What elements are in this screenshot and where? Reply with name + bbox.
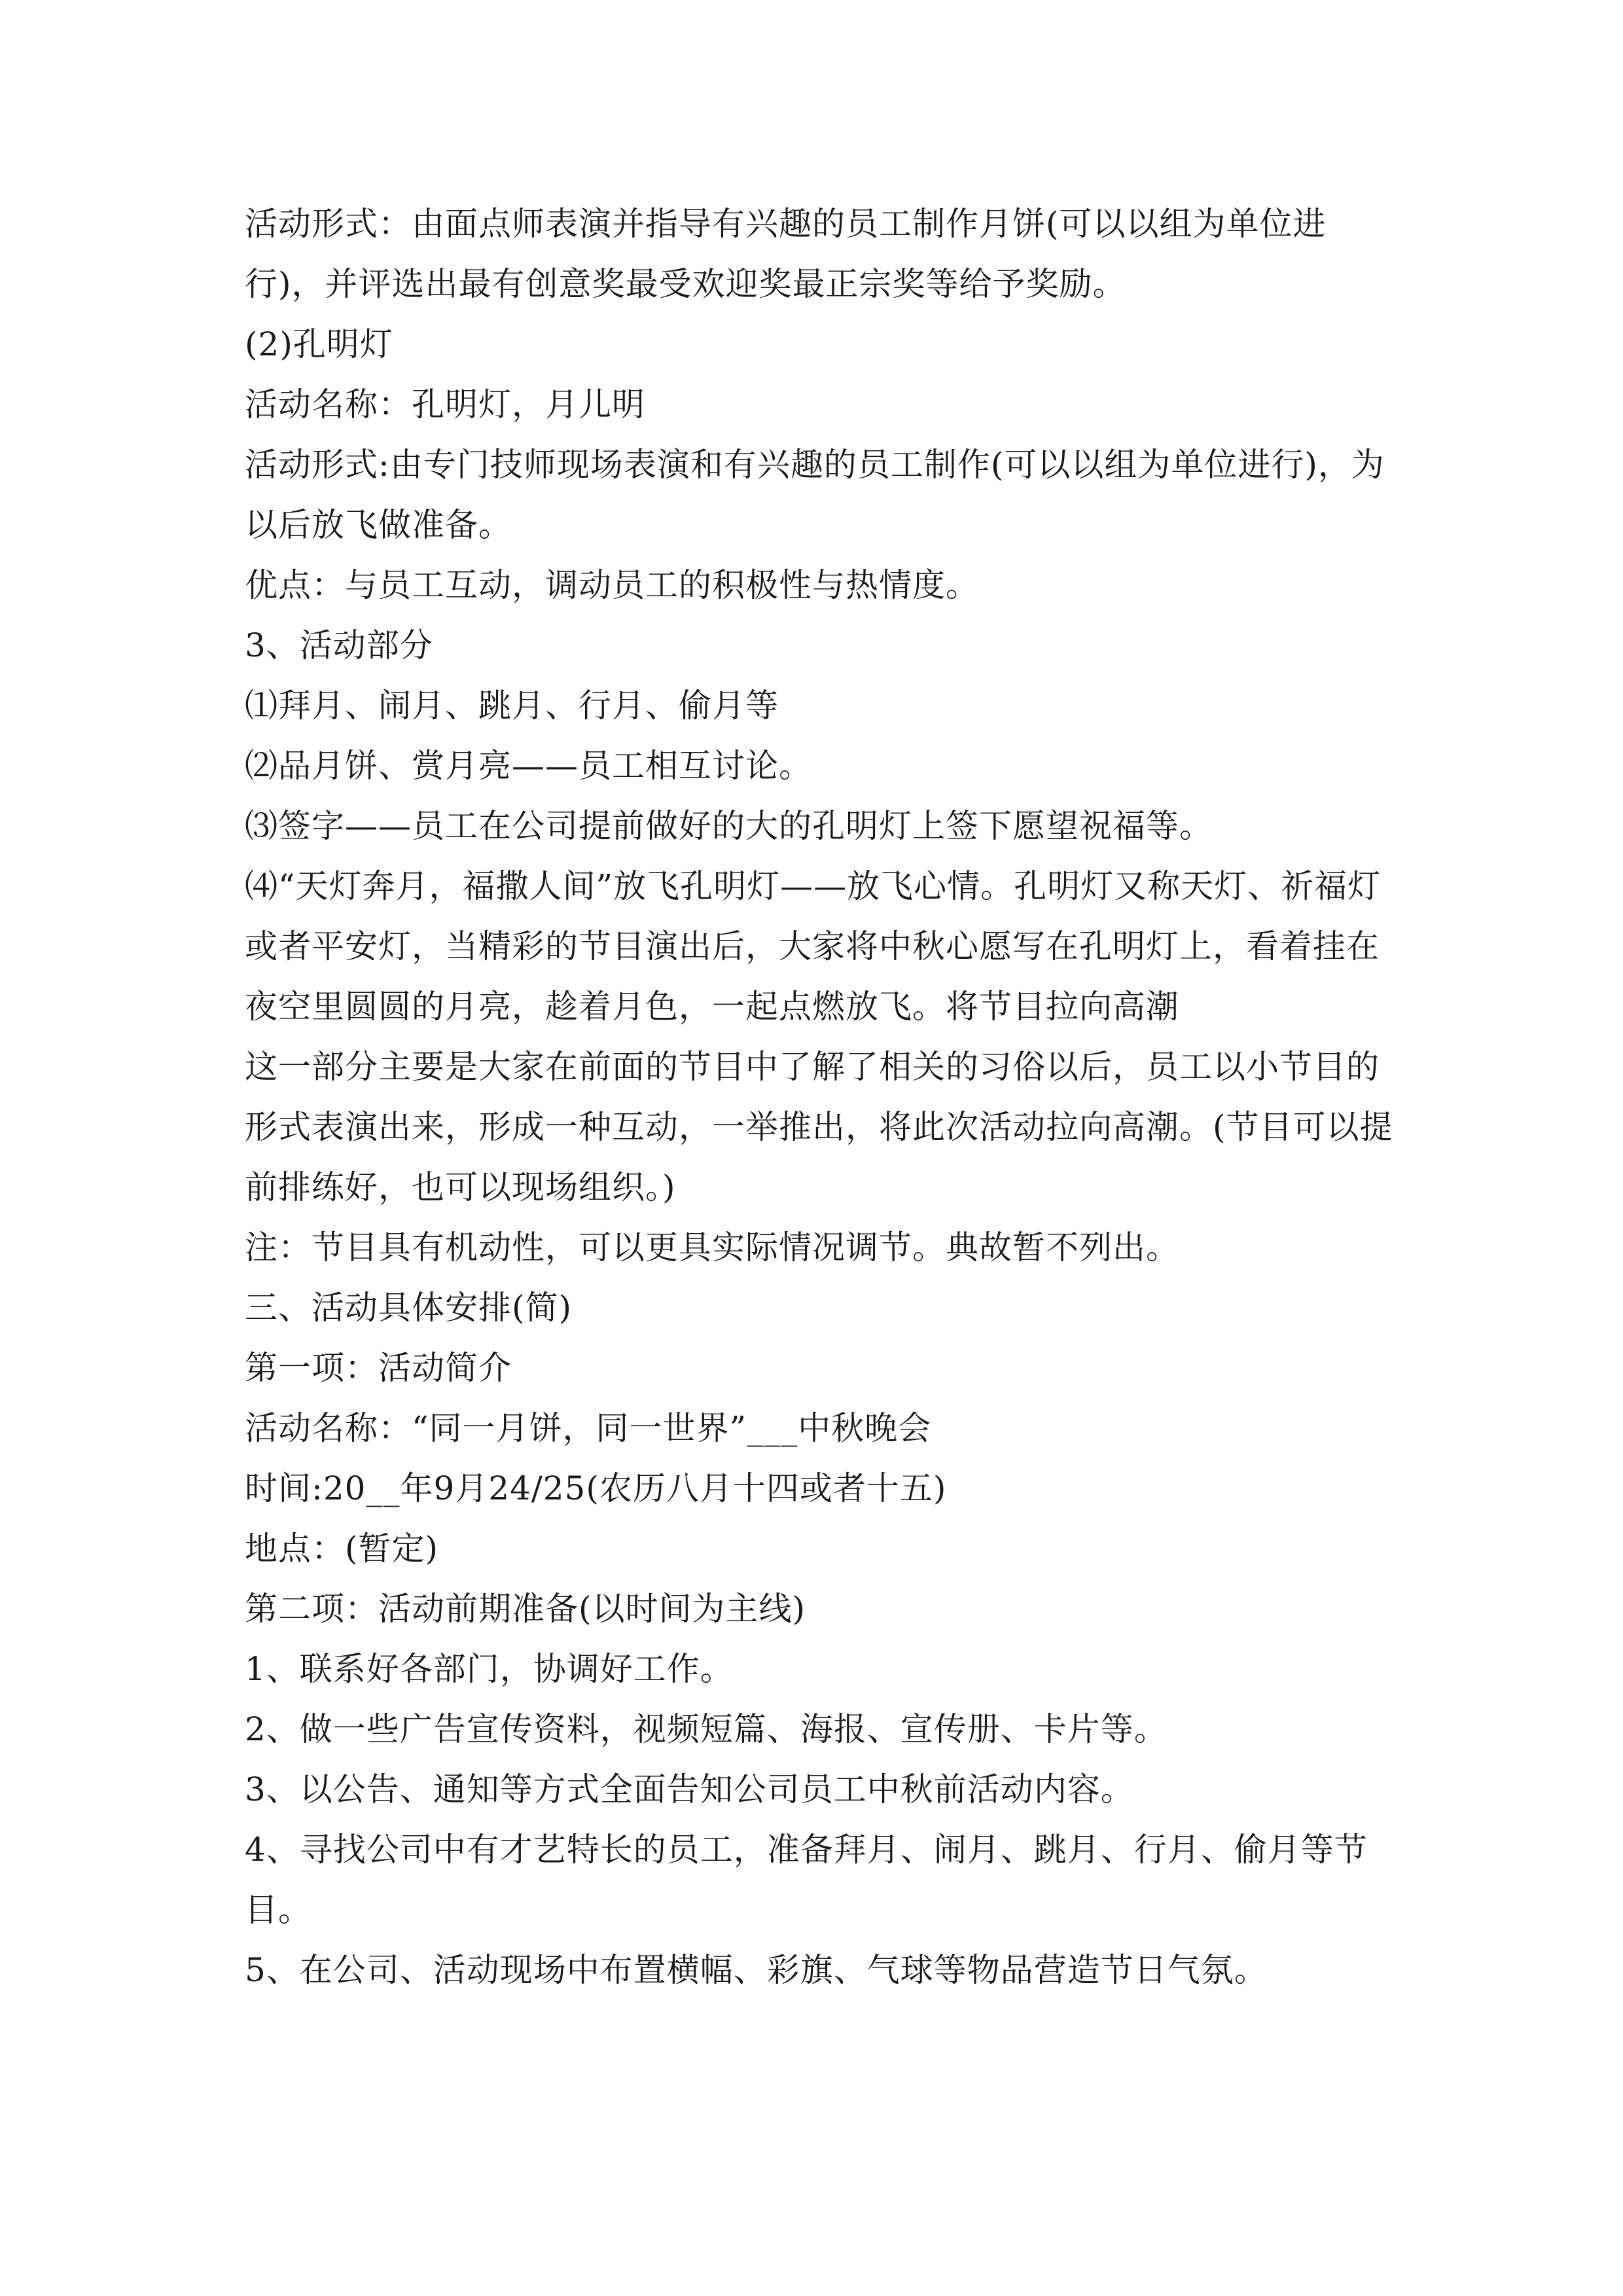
paragraph-note: 注：节目具有机动性，可以更具实际情况调节。典故暂不列出。 xyxy=(245,1229,1179,1266)
paragraph-item-4: ⑷“天灯奔月，福撒人间”放飞孔明灯——放飞心情。孔明灯又称天灯、祈福灯或者平安灯，当精彩的节目演出后，大家将中秋心愿写在孔明灯上，看着挂在夜空里圆圆的月亮，趁着月色，一起点燃放飞。将节目拉向高潮 xyxy=(245,867,1382,1026)
paragraph-item-2: ⑵品月饼、赏月亮——员工相互讨论。 xyxy=(245,747,812,785)
paragraph-item-3: ⑶签字——员工在公司提前做好的大的孔明灯上签下愿望祝福等。 xyxy=(245,807,1213,845)
paragraph-prep-4: 4、寻找公司中有才艺特长的员工，准备拜月、闹月、跳月、行月、偷月等节目。 xyxy=(245,1831,1368,1929)
paragraph-event-time: 时间:20__年9月24/25(农历八月十四或者十五) xyxy=(245,1469,947,1507)
document-body xyxy=(245,194,1398,2000)
paragraph-section-summary: 这一部分主要是大家在前面的节目中了解了相关的习俗以后，员工以小节目的形式表演出来，形成一种互动，一举推出，将此次活动拉向高潮。(节目可以提前排练好，也可以现场组织。) xyxy=(245,1048,1393,1206)
paragraph-item-1: ⑴拜月、闹月、跳月、行月、偷月等 xyxy=(245,687,779,725)
paragraph-advantages: 优点：与员工互动，调动员工的积极性与热情度。 xyxy=(245,566,979,604)
paragraph-activity-form-mooncake: 活动形式：由面点师表演并指导有兴趣的员工制作月饼(可以以组为单位进行)，并评选出最有创意奖最受欢迎奖最正宗奖等给予奖励。 xyxy=(245,205,1327,303)
paragraph-section-activity-part: 3、活动部分 xyxy=(245,626,433,664)
paragraph-event-name: 活动名称：“同一月饼，同一世界”___中秋晚会 xyxy=(245,1409,932,1447)
paragraph-kongming-lantern-heading: (2)孔明灯 xyxy=(245,325,393,363)
paragraph-activity-form-lantern: 活动形式:由专门技师现场表演和有兴趣的员工制作(可以以组为单位进行)，为以后放飞做准备。 xyxy=(245,446,1385,544)
paragraph-prep-2: 2、做一些广告宣传资料，视频短篇、海报、宣传册、卡片等。 xyxy=(245,1710,1168,1748)
paragraph-activity-name-lantern: 活动名称：孔明灯，月儿明 xyxy=(245,386,645,423)
paragraph-item-two-prep: 第二项：活动前期准备(以时间为主线) xyxy=(245,1590,806,1628)
paragraph-heading-schedule: 三、活动具体安排(简) xyxy=(245,1289,573,1327)
paragraph-prep-3: 3、以公告、通知等方式全面告知公司员工中秋前活动内容。 xyxy=(245,1770,1134,1808)
paragraph-prep-1: 1、联系好各部门，协调好工作。 xyxy=(245,1650,734,1688)
paragraph-prep-5: 5、在公司、活动现场中布置横幅、彩旗、气球等物品营造节日气氛。 xyxy=(245,1951,1268,1989)
paragraph-event-location: 地点：(暂定) xyxy=(245,1530,439,1568)
paragraph-item-one-intro: 第一项：活动简介 xyxy=(245,1349,512,1387)
